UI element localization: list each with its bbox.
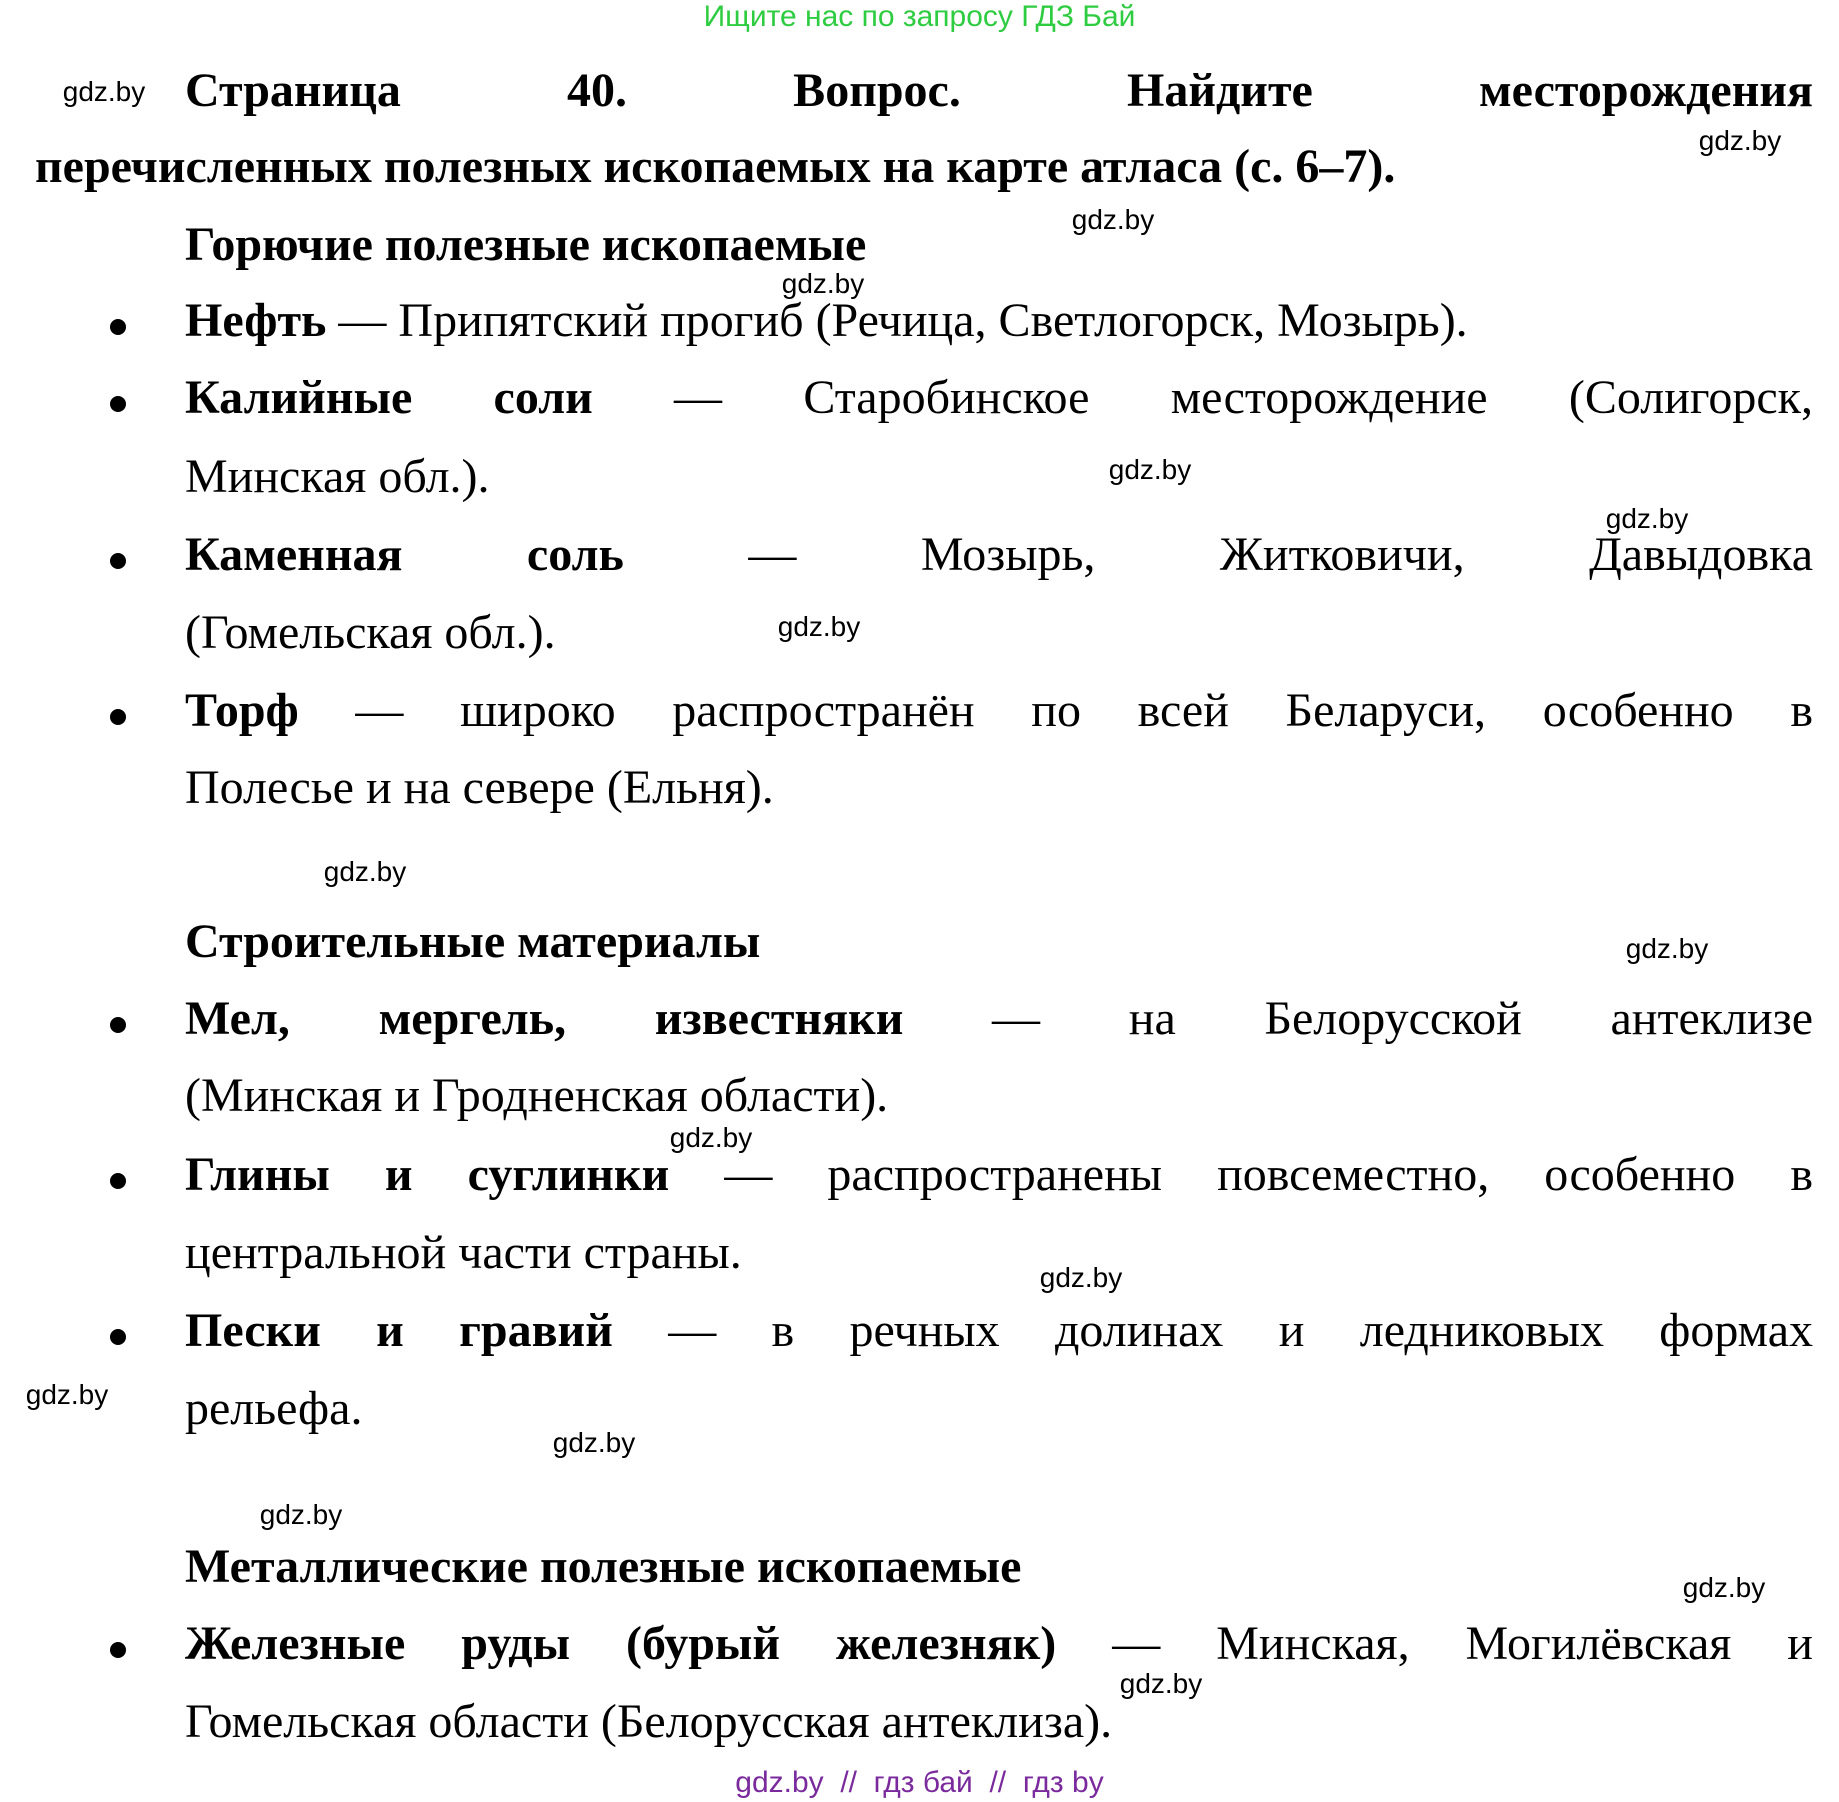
watermark: gdz.by [62, 76, 146, 107]
question-title-line [35, 128, 1813, 206]
watermark: gdz.by [552, 1427, 636, 1458]
description-text: — Минская, Могилёвская и [1056, 1617, 1813, 1670]
bold-term: Каменная соль [185, 528, 624, 581]
watermark: gdz.by [1605, 503, 1689, 534]
list-item-line [185, 1292, 1813, 1370]
question-title-line [185, 52, 1813, 130]
list-item-line [185, 516, 1813, 594]
section-heading [185, 1528, 1813, 1606]
bold-term: Строительные материалы [185, 915, 761, 968]
watermark: gdz.by [1071, 204, 1155, 235]
bold-term: Мел, мергель, известняки [185, 992, 904, 1045]
bullet-icon [110, 1642, 126, 1658]
list-item-continuation [185, 1214, 1813, 1292]
description-text: — в речных долинах и ледниковых формах [612, 1304, 1813, 1357]
bold-term: Торф [185, 684, 299, 737]
watermark: gdz.by [25, 1379, 109, 1410]
bullet-icon [110, 1329, 126, 1345]
watermark: gdz.by [1625, 933, 1709, 964]
description-text: Гомельская области (Белорусская антеклиза). [185, 1695, 1113, 1748]
watermark: gdz.by [1119, 1668, 1203, 1699]
list-item-line [185, 282, 1813, 360]
bullet-icon [110, 1017, 126, 1033]
description-text: — Мозырь, Житковичи, Давыдовка [623, 528, 1813, 581]
watermark: gdz.by [781, 268, 865, 299]
watermark: gdz.by [1698, 125, 1782, 156]
list-item-line [185, 359, 1813, 437]
list-item-continuation [185, 1057, 1813, 1135]
description-text: — на Белорусской антеклизе [903, 992, 1813, 1045]
bullet-icon [110, 709, 126, 725]
list-item-line [185, 1605, 1813, 1683]
description-text: (Минская и Гродненская области). [185, 1069, 889, 1122]
description-text: Минская обл.). [185, 450, 490, 503]
bullet-icon [110, 396, 126, 412]
description-text: (Гомельская обл.). [185, 606, 556, 659]
description-text: — распространены повсеместно, особенно в [669, 1148, 1813, 1201]
watermark: gdz.by [1039, 1262, 1123, 1293]
bold-term: Горючие полезные ископаемые [185, 218, 867, 271]
footer-links[interactable]: gdz.by // гдз бай // гдз by [735, 1766, 1104, 1799]
description-text: — Старобинское месторождение (Солигорск, [592, 371, 1813, 424]
description-text: центральной части страны. [185, 1226, 742, 1279]
watermark: gdz.by [1108, 454, 1192, 485]
bold-term: перечисленных полезных ископаемых на карте атласа (с. 6–7). [35, 140, 1396, 193]
bold-term: Глины и суглинки [185, 1148, 670, 1201]
bullet-icon [110, 553, 126, 569]
bold-term: Нефть [185, 294, 327, 347]
list-item-line [185, 1136, 1813, 1214]
description-text: рельефа. [185, 1382, 363, 1435]
list-item-continuation [185, 438, 1813, 516]
bold-term: Металлические полезные ископаемые [185, 1540, 1022, 1593]
list-item-continuation [185, 749, 1813, 827]
bold-term: Калийные соли [185, 371, 593, 424]
bullet-icon [110, 319, 126, 335]
bold-term: Железные руды (бурый железняк) [185, 1617, 1057, 1670]
list-item-line [185, 980, 1813, 1058]
search-hint-link[interactable]: Ищите нас по запросу ГДЗ Бай [703, 0, 1136, 33]
description-text: Полесье и на севере (Ельня). [185, 761, 774, 814]
section-heading [185, 903, 1813, 981]
description-text: — широко распространён по всей Беларуси, особенно в [298, 684, 1813, 737]
watermark: gdz.by [669, 1122, 753, 1153]
description-text: — Припятский прогиб (Речица, Светлогорск, Мозырь). [326, 294, 1468, 347]
list-item-continuation [185, 594, 1813, 672]
bullet-icon [110, 1173, 126, 1189]
watermark: gdz.by [777, 611, 861, 642]
list-item-line [185, 672, 1813, 750]
list-item-continuation [185, 1683, 1813, 1761]
watermark: gdz.by [1682, 1572, 1766, 1603]
watermark: gdz.by [259, 1499, 343, 1530]
bold-term: Страница 40. Вопрос. Найдите месторождения [185, 64, 1813, 117]
list-item-continuation [185, 1370, 1813, 1448]
bold-term: Пески и гравий [185, 1304, 613, 1357]
section-heading [185, 206, 1813, 284]
watermark: gdz.by [323, 856, 407, 887]
